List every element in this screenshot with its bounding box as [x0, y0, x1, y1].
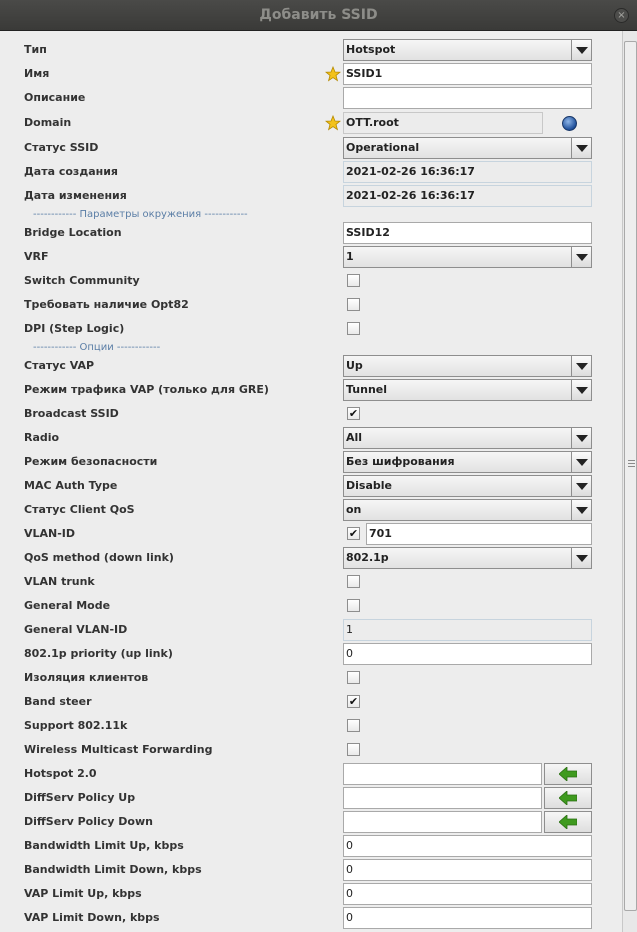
scrollbar-thumb[interactable]: [624, 41, 637, 911]
vlan-id-checkbox[interactable]: ✔: [348, 527, 359, 540]
row-general-mode: [0, 594, 621, 618]
broadcast-ssid-checkbox[interactable]: ✔: [348, 407, 359, 420]
vlan-trunk-label: VLAN trunk: [24, 575, 95, 588]
row-client-isolation: [0, 666, 621, 690]
row-type: [0, 38, 621, 62]
band-steer-label: Band steer: [24, 695, 92, 708]
wireless-multicast-checkbox[interactable]: [347, 743, 360, 756]
row-name: [0, 62, 621, 86]
row-switch-community: [0, 269, 621, 293]
modified-field: 2021-02-26 16:36:17: [343, 185, 592, 207]
mac-auth-type-label: MAC Auth Type: [24, 479, 118, 492]
client-isolation-checkbox[interactable]: [347, 671, 360, 684]
description-label: Описание: [24, 91, 86, 104]
hotspot20-assign-button[interactable]: [544, 763, 592, 785]
vrf-value: 1: [346, 250, 354, 263]
section-environment-title: ------------ Параметры окружения ------------: [33, 209, 248, 220]
qos-method-label: QoS method (down link): [24, 551, 174, 564]
chevron-down-icon[interactable]: [571, 138, 591, 158]
row-require-opt82: [0, 293, 621, 317]
row-vap-limit-up: [0, 882, 621, 906]
green-arrow-left-icon: [559, 767, 577, 781]
star-icon: [325, 66, 341, 82]
qos-method-value: 802.1p: [346, 551, 389, 564]
security-mode-select[interactable]: [343, 451, 592, 473]
section-environment: [0, 208, 621, 222]
bw-limit-down-input[interactable]: 0: [343, 859, 592, 881]
qos-method-select[interactable]: [343, 547, 592, 569]
name-label: Имя: [24, 67, 50, 80]
row-vap-traffic-mode: [0, 378, 621, 402]
bw-limit-up-label: Bandwidth Limit Up, kbps: [24, 839, 184, 852]
bridge-location-label: Bridge Location: [24, 226, 122, 239]
row-support-80211k: [0, 714, 621, 738]
diffserv-down-label: DiffServ Policy Down: [24, 815, 153, 828]
domain-field: OTT.root: [343, 112, 543, 134]
chevron-down-icon[interactable]: [571, 500, 591, 520]
chevron-down-icon[interactable]: [571, 380, 591, 400]
general-vlan-id-field: 1: [343, 619, 592, 641]
row-bw-limit-up: [0, 834, 621, 858]
row-wireless-multicast: [0, 738, 621, 762]
section-options-title: ------------ Опции ------------: [33, 342, 161, 353]
mac-auth-type-value: Disable: [346, 479, 392, 492]
vap-traffic-mode-value: Tunnel: [346, 383, 388, 396]
vap-limit-down-input[interactable]: 0: [343, 907, 592, 929]
vrf-select[interactable]: [343, 246, 592, 268]
window-titlebar[interactable]: [0, 0, 637, 31]
vap-limit-up-label: VAP Limit Up, kbps: [24, 887, 142, 900]
scrollbar-grip: [628, 463, 635, 464]
hotspot20-input[interactable]: [343, 763, 542, 785]
switch-community-checkbox[interactable]: [347, 274, 360, 287]
row-8021p-priority: [0, 642, 621, 666]
window-title: Добавить SSID: [259, 7, 378, 23]
switch-community-label: Switch Community: [24, 274, 140, 287]
row-vap-limit-down: [0, 906, 621, 930]
chevron-down-icon[interactable]: [571, 476, 591, 496]
bw-limit-down-label: Bandwidth Limit Down, kbps: [24, 863, 202, 876]
row-diffserv-up: [0, 786, 621, 810]
chevron-down-icon[interactable]: [571, 452, 591, 472]
client-qos-status-label: Статус Client QoS: [24, 503, 135, 516]
ssid-status-label: Статус SSID: [24, 141, 99, 154]
diffserv-up-assign-button[interactable]: [544, 787, 592, 809]
chevron-down-icon[interactable]: [571, 247, 591, 267]
scrollbar-grip: [628, 460, 635, 461]
diffserv-down-input[interactable]: [343, 811, 542, 833]
created-field: 2021-02-26 16:36:17: [343, 161, 592, 183]
description-input[interactable]: [343, 87, 592, 109]
vlan-id-label: VLAN-ID: [24, 527, 76, 540]
client-isolation-label: Изоляция клиентов: [24, 671, 149, 684]
vap-traffic-mode-select[interactable]: [343, 379, 592, 401]
row-mac-auth-type: [0, 474, 621, 498]
row-qos-method: [0, 546, 621, 570]
radio-label: Radio: [24, 431, 60, 444]
row-client-qos-status: [0, 498, 621, 522]
globe-icon[interactable]: [562, 116, 577, 131]
created-label: Дата создания: [24, 165, 118, 178]
scrollbar-grip: [628, 466, 635, 467]
require-opt82-label: Требовать наличие Opt82: [24, 298, 189, 311]
vrf-label: VRF: [24, 250, 49, 263]
client-qos-status-value: on: [346, 503, 362, 516]
row-vap-status: [0, 354, 621, 378]
vertical-scrollbar[interactable]: [622, 31, 637, 932]
row-dpi: [0, 317, 621, 341]
vap-status-select[interactable]: [343, 355, 592, 377]
row-vlan-trunk: [0, 570, 621, 594]
support-80211k-label: Support 802.11k: [24, 719, 128, 732]
modified-label: Дата изменения: [24, 189, 127, 202]
support-80211k-checkbox[interactable]: [347, 719, 360, 732]
wireless-multicast-label: Wireless Multicast Forwarding: [24, 743, 213, 756]
close-button[interactable]: [614, 8, 629, 23]
row-general-vlan-id: [0, 618, 621, 642]
security-mode-value: Без шифрования: [346, 455, 455, 468]
row-ssid-status: [0, 136, 621, 160]
mac-auth-type-select[interactable]: [343, 475, 592, 497]
diffserv-up-input[interactable]: [343, 787, 542, 809]
dpi-label: DPI (Step Logic): [24, 322, 125, 335]
chevron-down-icon[interactable]: [571, 356, 591, 376]
ssid-status-select[interactable]: [343, 137, 592, 159]
dpi-checkbox[interactable]: [347, 322, 360, 335]
general-vlan-id-label: General VLAN-ID: [24, 623, 128, 636]
vlan-id-input[interactable]: 701: [366, 523, 592, 545]
radio-select[interactable]: [343, 427, 592, 449]
hotspot20-label: Hotspot 2.0: [24, 767, 97, 780]
security-mode-label: Режим безопасности: [24, 455, 158, 468]
require-opt82-checkbox[interactable]: [347, 298, 360, 311]
client-qos-status-select[interactable]: [343, 499, 592, 521]
diffserv-up-label: DiffServ Policy Up: [24, 791, 136, 804]
row-hotspot20: [0, 762, 621, 786]
form-panel: [0, 31, 621, 932]
name-input[interactable]: SSID1: [343, 63, 592, 85]
type-value: Hotspot: [346, 43, 396, 56]
row-modified: [0, 184, 621, 208]
green-arrow-left-icon: [559, 791, 577, 805]
chevron-down-icon[interactable]: [571, 548, 591, 568]
row-radio: [0, 426, 621, 450]
priority-8021p-label: 802.1p priority (up link): [24, 647, 173, 660]
vap-limit-up-input[interactable]: 0: [343, 883, 592, 905]
vap-limit-down-label: VAP Limit Down, kbps: [24, 911, 160, 924]
row-broadcast-ssid: [0, 402, 621, 426]
chevron-down-icon[interactable]: [571, 428, 591, 448]
type-select[interactable]: [343, 39, 592, 61]
band-steer-checkbox[interactable]: ✔: [348, 695, 359, 708]
general-mode-checkbox[interactable]: [347, 599, 360, 612]
row-vrf: [0, 245, 621, 269]
general-mode-label: General Mode: [24, 599, 111, 612]
green-arrow-left-icon: [559, 815, 577, 829]
bw-limit-up-input[interactable]: 0: [343, 835, 592, 857]
row-band-steer: [0, 690, 621, 714]
vap-traffic-mode-label: Режим трафика VAP (только для GRE): [24, 383, 269, 396]
section-options: [0, 341, 621, 355]
bridge-location-input[interactable]: SSID12: [343, 222, 592, 244]
row-domain: [0, 111, 621, 135]
ssid-status-value: Operational: [346, 141, 420, 154]
type-label: Тип: [24, 43, 47, 56]
vap-status-value: Up: [346, 359, 363, 372]
domain-label: Domain: [24, 116, 72, 129]
row-vlan-id: [0, 522, 621, 546]
star-icon: [325, 115, 341, 131]
row-created: [0, 160, 621, 184]
diffserv-down-assign-button[interactable]: [544, 811, 592, 833]
row-bw-limit-down: [0, 858, 621, 882]
row-security-mode: [0, 450, 621, 474]
vlan-trunk-checkbox[interactable]: [347, 575, 360, 588]
row-bridge-location: [0, 221, 621, 245]
priority-8021p-input[interactable]: 0: [343, 643, 592, 665]
vap-status-label: Статус VAP: [24, 359, 95, 372]
chevron-down-icon[interactable]: [571, 40, 591, 60]
row-diffserv-down: [0, 810, 621, 834]
radio-value: All: [346, 431, 363, 444]
row-description: [0, 86, 621, 110]
close-icon: ×: [617, 10, 626, 21]
broadcast-ssid-label: Broadcast SSID: [24, 407, 119, 420]
